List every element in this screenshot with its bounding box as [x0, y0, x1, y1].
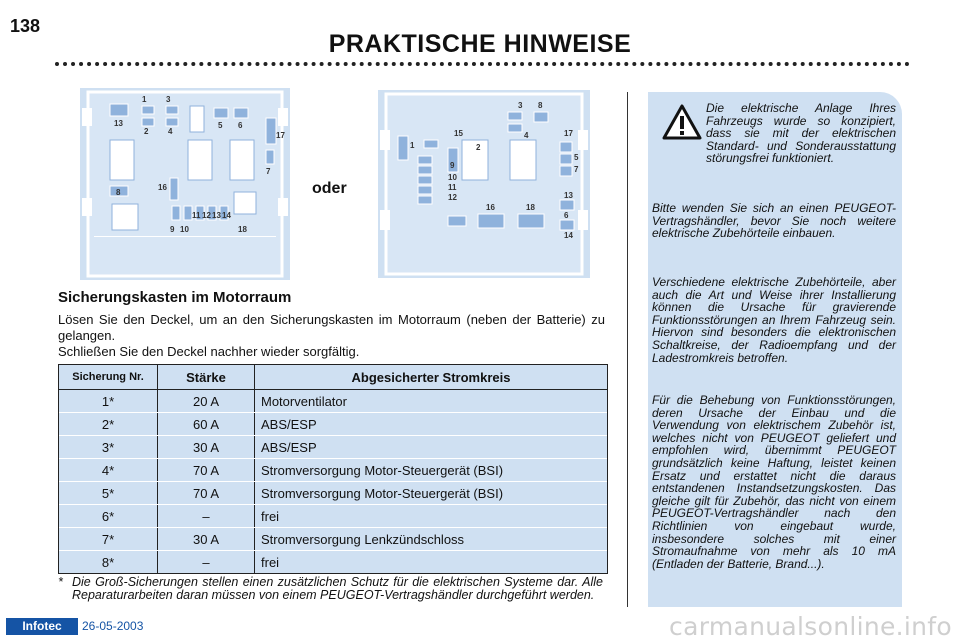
fuse-number-cell: 5* — [59, 482, 158, 505]
sidebar-paragraph-2: Bitte wenden Sie sich an einen PEUGEOT-Vertragshändler, bevor Sie noch weitere elektrische Zubehörteile einbauen. — [652, 201, 896, 241]
left-label-9: 9 — [170, 225, 175, 234]
right-label-15: 15 — [454, 129, 463, 138]
fuse-box-diagram-left — [80, 88, 290, 280]
left-label-8: 8 — [116, 188, 121, 197]
fuse-table — [59, 365, 607, 573]
right-label-6: 6 — [564, 211, 569, 220]
instruction-paragraph-2: Schließen Sie den Deckel nachher wieder sorgfältig. — [58, 344, 360, 359]
fuse-rating-cell: 30 A — [158, 528, 255, 551]
table-row — [59, 505, 607, 528]
left-label-13b: 13 — [212, 211, 221, 220]
left-label-13: 13 — [114, 119, 123, 128]
footnote-marker: * — [58, 575, 63, 589]
table-row — [59, 528, 607, 551]
left-label-14: 14 — [222, 211, 231, 220]
left-label-18: 18 — [238, 225, 247, 234]
right-label-3: 3 — [518, 101, 523, 110]
fuse-circuit-cell: Stromversorgung Motor-Steuergerät (BSI) — [255, 459, 608, 482]
watermark: carmanualsonline.info — [669, 612, 952, 641]
fuse-circuit-cell: ABS/ESP — [255, 413, 608, 436]
left-label-12: 12 — [202, 211, 211, 220]
left-label-7: 7 — [266, 167, 271, 176]
right-label-12: 12 — [448, 193, 457, 202]
table-row — [59, 459, 607, 482]
column-divider — [627, 92, 628, 607]
fuse-number-cell: 8* — [59, 551, 158, 574]
fuse-number-cell: 2* — [59, 413, 158, 436]
left-label-5: 5 — [218, 121, 223, 130]
right-label-11: 11 — [448, 183, 457, 192]
fuse-table-container — [58, 364, 608, 574]
left-label-10: 10 — [180, 225, 189, 234]
table-header-row — [59, 365, 607, 390]
instruction-paragraph-1: Lösen Sie den Deckel, um an den Sicherungskasten im Motorraum (neben der Batterie) zu gelangen. — [58, 312, 605, 343]
right-label-7: 7 — [574, 165, 579, 174]
section-heading: Sicherungskasten im Motorraum — [58, 289, 292, 306]
header-fuse-number: Sicherung Nr. — [59, 365, 158, 390]
sidebar-paragraph-3: Verschiedene elektrische Zubehörteile, aber auch die Art und Weise ihrer Installierung können die Ursache für gravierende Funktionsstörungen an Ihrem Fahrzeug sein. Hiervon sind besonders die elektronischen Schaltkreise, der Radioempfang und der Ladestromkreis betroffen. — [652, 275, 896, 365]
left-label-2: 2 — [144, 127, 149, 136]
right-label-10: 10 — [448, 173, 457, 182]
infotec-logo: Infotec — [6, 618, 78, 635]
fuse-rating-cell: 70 A — [158, 459, 255, 482]
right-label-5: 5 — [574, 153, 579, 162]
fuse-circuit-cell: Motorventilator — [255, 390, 608, 413]
footnote — [58, 576, 603, 602]
or-label: oder — [312, 180, 347, 197]
fuse-circuit-cell: frei — [255, 505, 608, 528]
left-label-6: 6 — [238, 121, 243, 130]
left-label-11: 11 — [192, 211, 201, 220]
left-label-3: 3 — [166, 95, 171, 104]
right-label-13: 13 — [564, 191, 573, 200]
fuse-box-diagram-right — [378, 90, 590, 278]
fuse-rating-cell: 60 A — [158, 413, 255, 436]
fuse-number-cell: 4* — [59, 459, 158, 482]
fuse-rating-cell: – — [158, 505, 255, 528]
footnote-text: Die Groß-Sicherungen stellen einen zusätzlichen Schutz für die elektrischen Systeme dar. Alle Reparaturarbeiten daran müssen von einem PEUGEOT-Vertragshändler durchgeführt werden. — [72, 575, 603, 602]
table-row — [59, 436, 607, 459]
fuse-number-cell: 7* — [59, 528, 158, 551]
fuse-number-cell: 3* — [59, 436, 158, 459]
left-label-1: 1 — [142, 95, 147, 104]
header-rating: Stärke — [158, 365, 255, 390]
warning-triangle-icon — [662, 104, 702, 140]
fuse-rating-cell: 20 A — [158, 390, 255, 413]
fuse-rating-cell: 30 A — [158, 436, 255, 459]
right-label-8: 8 — [538, 101, 543, 110]
left-label-16: 16 — [158, 183, 167, 192]
left-label-4: 4 — [168, 127, 173, 136]
fuse-box-left-svg — [80, 88, 290, 280]
table-row — [59, 390, 607, 413]
dotted-divider — [55, 62, 910, 66]
right-label-9: 9 — [450, 161, 455, 170]
fuse-number-cell: 6* — [59, 505, 158, 528]
fuse-rating-cell: 70 A — [158, 482, 255, 505]
right-label-14: 14 — [564, 231, 573, 240]
fuse-box-right-svg — [378, 90, 590, 278]
sidebar-paragraph-4: Für die Behebung von Funktionsstörungen, deren Ursache der Einbau und die Verwendung von elektrischem Zubehör ist, welches nicht von PEUGEOT geliefert und empfohlen wird, übernimmt PEUGEOT grundsätzlich keine Haftung, leistet keinen Ersatz und erstattet nicht die daraus entstandenen Instandsetzungskosten. Das gleiche gilt für Zubehör, das nicht von einem PEUGEOT-Vertragshändler nach den Richtlinien von eingebaut wurde, insbesondere solches mit einer Stromaufnahme von mehr als 10 mA (Entladen der Batterie, Brand...). — [652, 393, 896, 571]
right-label-2: 2 — [476, 143, 481, 152]
print-date: 26-05-2003 — [82, 619, 144, 633]
fuse-rating-cell: – — [158, 551, 255, 574]
right-label-1: 1 — [410, 141, 415, 150]
right-label-17: 17 — [564, 129, 573, 138]
left-label-17: 17 — [276, 131, 285, 140]
right-label-18: 18 — [526, 203, 535, 212]
fuse-circuit-cell: Stromversorgung Lenkzündschloss — [255, 528, 608, 551]
right-label-4: 4 — [524, 131, 529, 140]
fuse-circuit-cell: frei — [261, 554, 280, 570]
sidebar-paragraph-1: Die elektrische Anlage Ihres Fahrzeugs wurde so konzipiert, dass sie mit der elektrischen Standard- und Sonderausstattung störungsfrei funktioniert. — [706, 101, 896, 166]
fuse-number-cell: 1* — [59, 390, 158, 413]
page-number: 138 — [10, 16, 41, 36]
warning-sidebar — [648, 92, 902, 607]
header-circuit: Abgesicherter Stromkreis — [255, 365, 608, 390]
table-row — [59, 551, 607, 574]
page-title: PRAKTISCHE HINWEISE — [328, 30, 632, 58]
table-row — [59, 482, 607, 505]
fuse-circuit-cell: ABS/ESP — [255, 436, 608, 459]
fuse-circuit-cell: Stromversorgung Motor-Steuergerät (BSI) — [255, 482, 608, 505]
right-label-16: 16 — [486, 203, 495, 212]
table-row — [59, 413, 607, 436]
